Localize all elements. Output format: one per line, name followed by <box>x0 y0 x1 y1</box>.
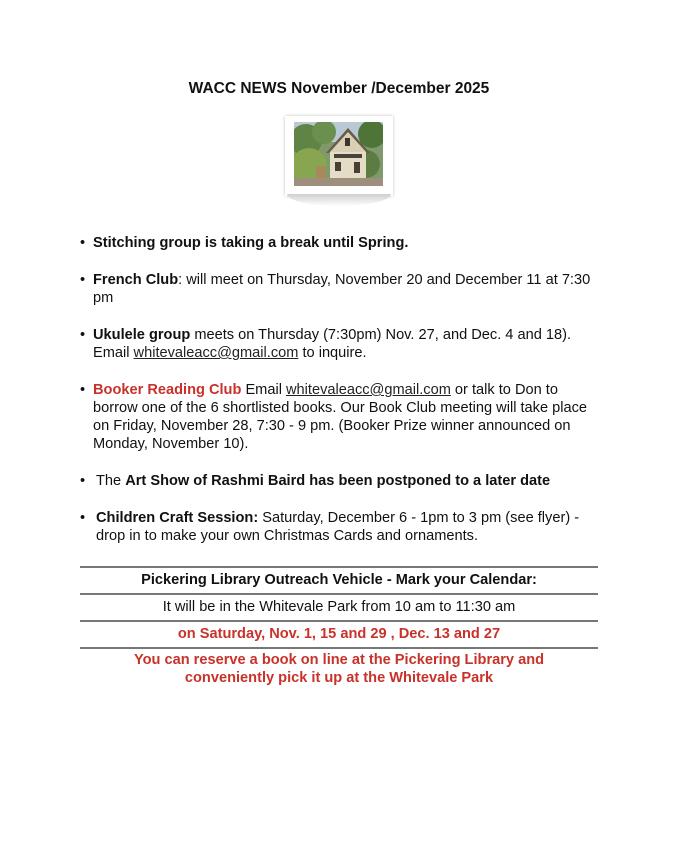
ukulele-details-end: to inquire. <box>298 345 367 361</box>
house-photo-icon <box>294 122 383 186</box>
photo-shadow <box>287 194 391 206</box>
list-item <box>80 381 600 453</box>
french-club-details: : will meet on Thursday, November 20 and December 11 at 7:30 pm <box>93 272 591 306</box>
booker-club-label: Booker Reading Club <box>93 382 242 398</box>
email-link[interactable]: whitevaleacc@gmail.com <box>286 382 451 398</box>
stitching-group-notice: Stitching group is taking a break until Spring. <box>93 235 409 251</box>
art-show-notice: Art Show of Rashmi Baird has been postponed to a later date <box>125 473 551 489</box>
outreach-heading: Pickering Library Outreach Vehicle - Mark your Calendar: <box>80 566 598 593</box>
outreach-box <box>80 566 598 691</box>
ukulele-details: meets on Thursday (7:30pm) Nov. 27, and Dec. 4 and 18). Email <box>93 327 572 361</box>
outreach-location: It will be in the Whitevale Park from 10 am to 11:30 am <box>80 593 598 620</box>
outreach-dates: on Saturday, Nov. 1, 15 and 29 , Dec. 13 and 27 <box>80 620 598 647</box>
page-title: WACC NEWS November /December 2025 <box>188 80 490 97</box>
list-item <box>80 472 600 490</box>
list-item <box>80 271 600 307</box>
list-item <box>80 509 600 545</box>
email-link[interactable]: whitevaleacc@gmail.com <box>133 345 299 361</box>
craft-session-label: Children Craft Session: <box>96 510 259 526</box>
news-list <box>80 234 600 564</box>
reserve-line-1: You can reserve a book on line at the Pickering Library and <box>133 652 545 668</box>
art-show-prefix: The <box>96 473 126 489</box>
booker-details-end: or talk to Don to borrow one of the 6 shortlisted books. Our Book Club meeting will take place on Friday, November 28, 7:30 - 9 pm. (Booker Prize winner announced on Monday, November 10). <box>93 382 588 452</box>
list-item <box>80 326 600 362</box>
reserve-line-2: conveniently pick it up at the Whitevale Park <box>184 670 494 686</box>
booker-details: Email <box>241 382 286 398</box>
ukulele-group-label: Ukulele group <box>93 327 191 343</box>
community-centre-photo <box>285 116 393 196</box>
french-club-label: French Club <box>93 272 179 288</box>
craft-session-details: Saturday, December 6 - 1pm to 3 pm (see flyer) - drop in to make your own Christmas Cards and ornaments. <box>96 510 580 544</box>
outreach-reserve <box>80 647 598 691</box>
list-item <box>80 234 600 252</box>
